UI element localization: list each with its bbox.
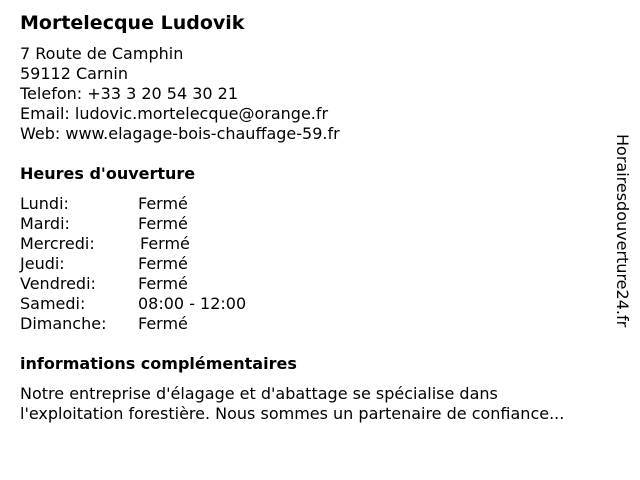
hours-time: Fermé: [138, 194, 188, 213]
hours-day: Mardi:: [20, 214, 70, 233]
hours-heading: Heures d'ouverture: [20, 164, 196, 183]
info-heading: informations complémentaires: [20, 354, 297, 373]
business-name: Mortelecque Ludovik: [20, 12, 245, 34]
hours-day: Mercredi:: [20, 234, 95, 253]
hours-time: 08:00 - 12:00: [138, 294, 247, 313]
info-line: Notre entreprise d'élagage et d'abattage se spécialise dans: [20, 384, 498, 403]
hours-day: Jeudi:: [20, 254, 65, 273]
hours-day: Vendredi:: [20, 274, 96, 293]
contact-block: [20, 44, 340, 144]
phone-line: Telefon: +33 3 20 54 30 21: [20, 84, 239, 103]
email-line: Email: ludovic.mortelecque@orange.fr: [20, 104, 329, 123]
info-line: l'exploitation forestière. Nous sommes un partenaire de confiance...: [20, 404, 565, 423]
hours-time: Fermé: [138, 254, 188, 273]
hours-time: Fermé: [138, 314, 188, 333]
address-city: 59112 Carnin: [20, 64, 128, 83]
address-street: 7 Route de Camphin: [20, 44, 184, 63]
hours-day: Lundi:: [20, 194, 69, 213]
brand-watermark: Horairesdouverture24.fr: [613, 134, 632, 328]
hours-time: Fermé: [138, 274, 188, 293]
hours-day: Samedi:: [20, 294, 86, 313]
info-description: [20, 384, 620, 424]
web-line: Web: www.elagage-bois-chauffage-59.fr: [20, 124, 340, 143]
hours-day: Dimanche:: [20, 314, 107, 333]
hours-time: Fermé: [138, 214, 188, 233]
hours-time: Fermé: [140, 234, 190, 253]
